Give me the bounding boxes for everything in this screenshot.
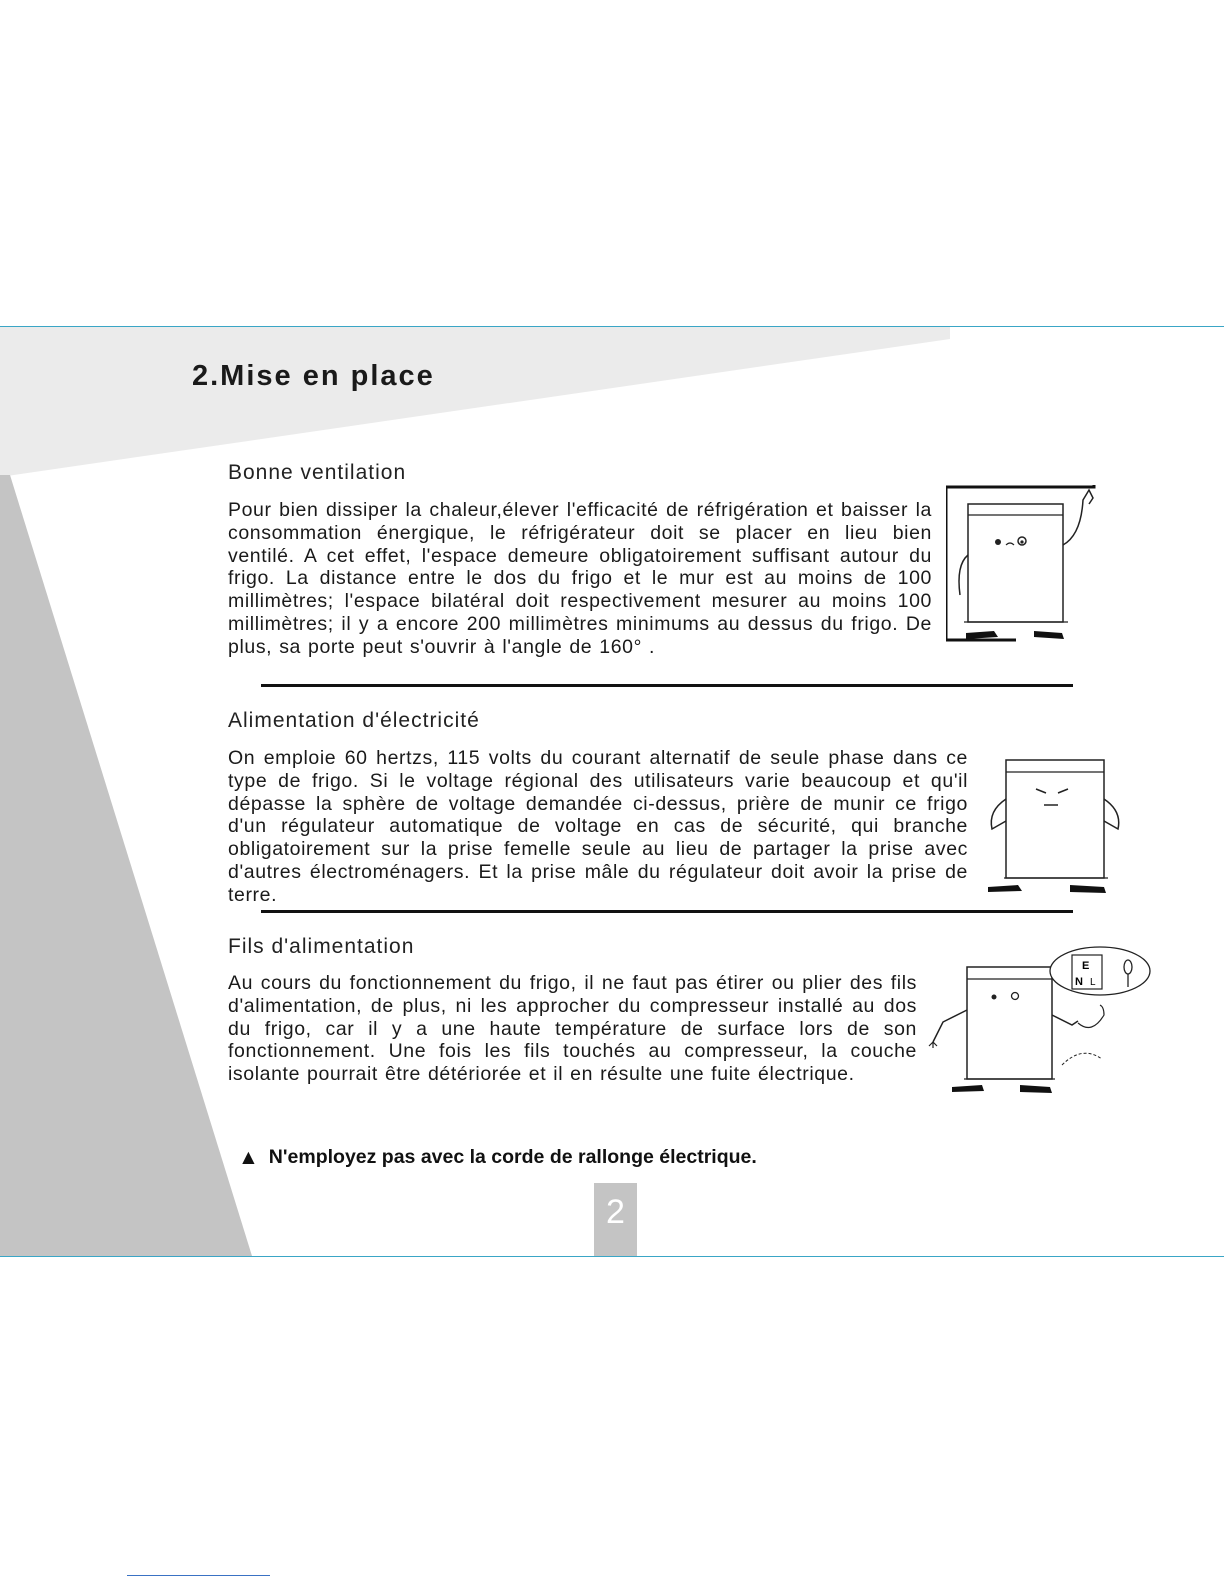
- fridge-angry-illustration: [986, 755, 1120, 895]
- fridge-cord-illustration: [912, 945, 1154, 1095]
- light-gray-band: [0, 327, 950, 477]
- dark-gray-wedge: [0, 475, 252, 1256]
- section-text-ventilation: Pour bien dissiper la chaleur,élever l'efficacité de réfrigération et baisser la consommation énergique, le réfrigérateur doit se placer en lieu bien ventilé. A cet effet, l'espace demeure obligatoirement suffisant autour du frigo. La distance entre le dos du frigo et le mur est au moins de 100 millimètres; l'espace bilatéral doit respectivement mesurer au moins 100 millimètres; il y a encore 200 millimètres minimums au dessus du frigo. De plus, sa porte peut s'ouvrir à l'angle de 160° .: [228, 499, 932, 658]
- section-heading-ventilation: Bonne ventilation: [228, 461, 407, 484]
- section-text-cords: Au cours du fonctionnement du frigo, il ne faut pas étirer ou plier des fils d'alimentation, de plus, ni les approcher du compresseur installé au dos du frigo, car il y a une haute température de surface lors de son fonctionnement. Une fois les fils touchés au compresseur, la couche isolante pourrait être détériorée et il en résulte une fuite électrique.: [228, 972, 917, 1086]
- section-heading-cords: Fils d'alimentation: [228, 935, 415, 958]
- section-divider: [261, 684, 1073, 687]
- socket-label-n: N: [1075, 976, 1083, 988]
- warning-text: N'employez pas avec la corde de rallonge électrique.: [268, 1146, 757, 1168]
- section-heading-electricity: Alimentation d'électricité: [228, 709, 480, 732]
- section-text-electricity: On emploie 60 hertzs, 115 volts du courant alternatif de seule phase dans ce type de frigo. Si le voltage régional des utilisateurs varie beaucoup et qu'il dépasse la sphère de voltage demandée ci-dessus, prière de munir ce frigo d'un régulateur automatique de voltage en cas de sécurité, qui branche obligatoirement sur la prise femelle seule au lieu de partager la prise avec d'autres électroménagers. Et la prise mâle du régulateur doit avoir la prise de terre.: [228, 747, 968, 906]
- page-number: 2: [594, 1183, 637, 1256]
- fridge-wall-illustration: [946, 485, 1096, 651]
- page-frame: [0, 326, 1224, 1257]
- page-title: 2.Mise en place: [192, 360, 435, 392]
- section-divider: [261, 910, 1073, 913]
- warning-triangle-icon: ▲: [238, 1146, 259, 1169]
- warning-notice: [238, 1146, 757, 1169]
- socket-label-l: L: [1090, 977, 1096, 988]
- socket-label-e: E: [1082, 960, 1090, 972]
- footer-line: [127, 1575, 270, 1576]
